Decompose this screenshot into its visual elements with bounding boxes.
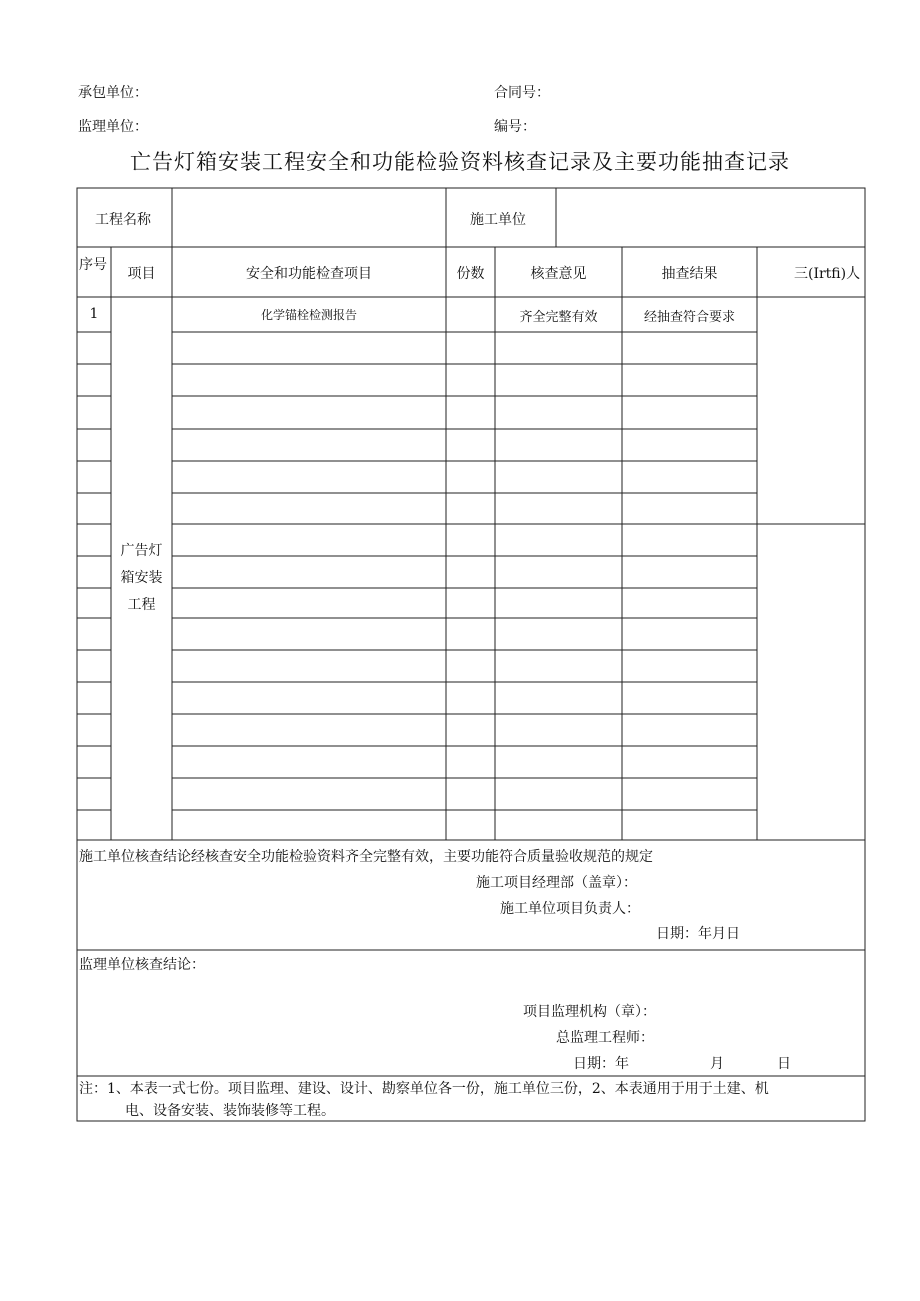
col-opinion: 核查意见	[530, 266, 587, 282]
construction-responsible: 施工单位项目负责人：	[500, 901, 640, 917]
supervisor-date-label: 日期：年	[573, 1056, 629, 1072]
contractor-label: 承包单位：	[78, 85, 148, 101]
construction-unit-value	[556, 195, 865, 241]
construction-conclusion-text: 施工单位核查结论经核查安全功能检验资料齐全完整有效，主要功能符合质量验收规范的规定	[79, 849, 653, 865]
col-result: 抽查结果	[661, 266, 718, 282]
note-line2: 电、设备安装、装饰装修等工程。	[125, 1103, 335, 1119]
page-title: 亡告灯箱安装工程安全和功能检验资料核查记录及主要功能抽查记录	[130, 150, 790, 174]
col-check-item: 安全和功能检查项目	[246, 266, 372, 282]
contract-no-label: 合同号：	[494, 85, 550, 101]
row1-check-item: 化学锚栓检测报告	[260, 308, 357, 322]
row1-opinion: 齐全完整有效	[519, 310, 598, 325]
supervisor-date-month: 月	[710, 1056, 724, 1072]
col-item: 项目	[127, 266, 156, 282]
supervisor-org: 项目监理机构（章）：	[523, 1004, 656, 1020]
note-line1: 注：1、本表一式七份。项目监理、建设、设计、勘察单位各一份，施工单位三份，2、本表通用于用于土建、机	[79, 1081, 769, 1097]
group-item-line2: 箱安装	[120, 570, 163, 586]
construction-date: 日期：年月日	[656, 926, 740, 942]
col-copies: 份数	[456, 266, 485, 282]
supervisor-label: 监理单位：	[78, 119, 148, 135]
construction-unit-label: 施工单位	[470, 212, 526, 228]
project-name-label: 工程名称	[95, 212, 151, 228]
supervisor-conclusion-label: 监理单位核查结论：	[79, 957, 205, 973]
group-item-name	[111, 538, 172, 619]
supervisor-date-day: 日	[777, 1056, 791, 1072]
number-label: 编号：	[494, 119, 536, 135]
chief-supervisor: 总监理工程师：	[556, 1030, 654, 1046]
row1-seq: 1	[89, 306, 99, 322]
project-name-value	[172, 195, 446, 241]
col-checker: 三(Irtfi)人	[794, 266, 861, 282]
group-item-line1: 广告灯	[120, 543, 163, 559]
row1-result: 经抽查符合要求	[643, 310, 735, 325]
group-item-line3: 工程	[127, 597, 156, 613]
col-seq: 序号	[79, 257, 107, 273]
construction-manager-dept: 施工项目经理部（盖章）：	[476, 875, 637, 891]
